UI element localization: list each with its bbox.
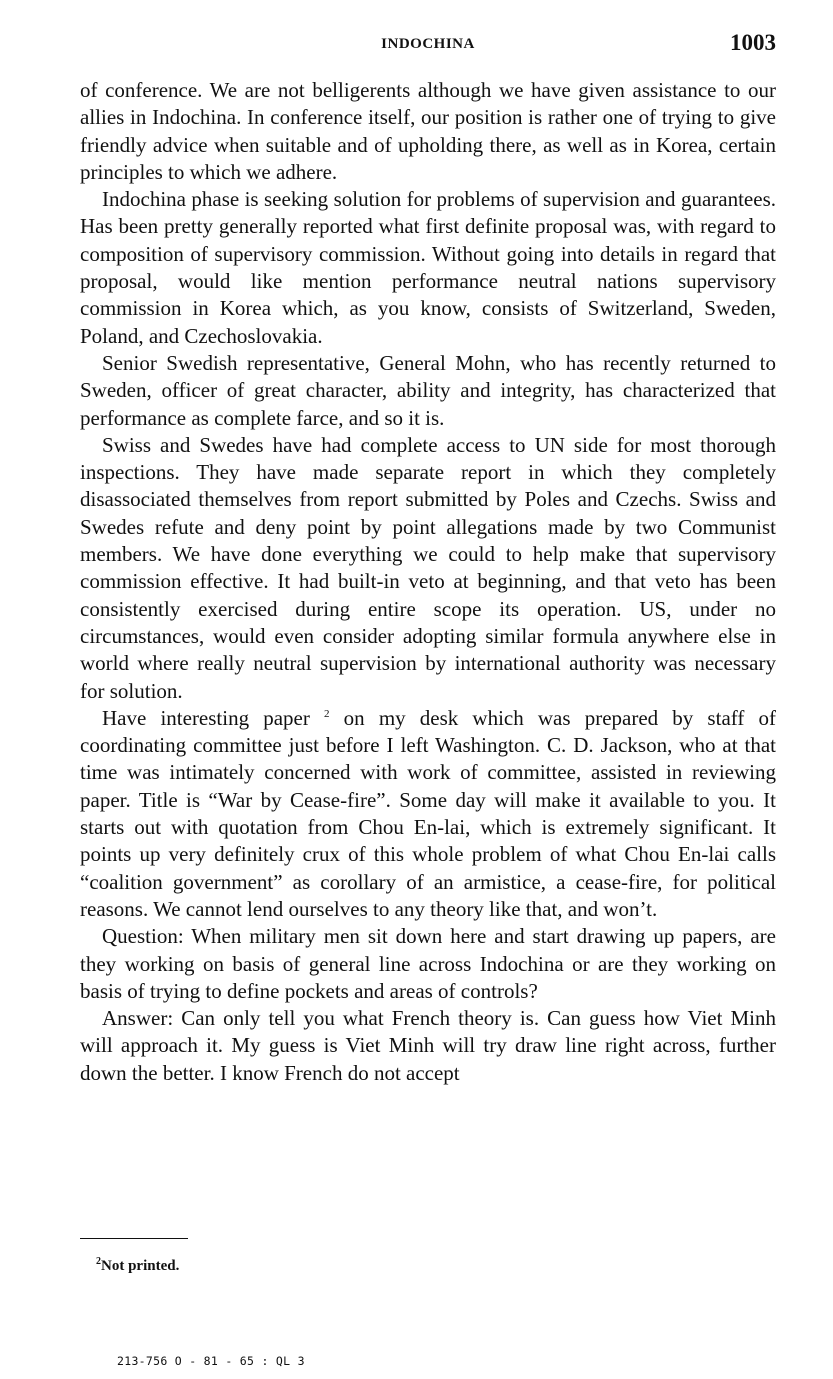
paragraph: Answer: Can only tell you what French theory is. Can guess how Viet Minh will approach it. My guess is Viet Minh will try draw line right across, further down the better. I know French do not accept [80,1006,776,1085]
footnote-reference: 2 [324,707,330,720]
footnote-rule [80,1238,188,1239]
printer-code: 213-756 O - 81 - 65 : QL 3 [117,1354,305,1368]
paragraph: Senior Swedish representative, General Mohn, who has recently returned to Sweden, officer of great character, ability and integrity, has characterized that performance as complete farce, and so it is. [80,350,776,430]
footnote-text: Not printed. [101,1258,180,1274]
paragraph: of conference. We are not belligerents although we have given assistance to our allies in Indochina. In conference itself, our position is rather one of trying to give friendly advice when suitable and of upholding there, as well as in Korea, certain principles to which we adhere. [80,78,776,184]
paragraph-text: on my desk which was prepared by staff of coordinating committee just before I left Washington. C. D. Jackson, who at that time was intimately concerned with work of committee, assisted in reviewing paper. Title is “War by Cease-fire”. Some day will make it available to you. It starts out with quotation from Chou En-lai, which is extremely significant. It points up very definitely crux of this whole problem of what Chou En-lai calls “coalition government” as corollary of an armistice, a cease-fire, for political reasons. We cannot lend ourselves to any theory like that, and won’t. [80,705,777,921]
paragraph: Swiss and Swedes have had complete access to UN side for most thorough inspections. They have made separate report in which they completely disassociated themselves from report submitted by Poles and Czechs. Swiss and Swedes refute and deny point by point allegations made by two Communist members. We have done everything we could to help make that supervisory commission effective. It had built-in veto at beginning, and that veto has been consistently exercised during entire scope its operation. US, under no circumstances, would even consider adopting similar formula anywhere else in world where really neutral supervision by international authority was necessary for solution. [80,432,776,703]
page-header [80,30,776,60]
page-number: 1003 [730,30,776,55]
paragraph: Indochina phase is seeking solution for problems of supervision and guarantees. Has been pretty generally reported what first definite proposal was, with regard to composition of supervisory commission. Without going into details in regard that proposal, would like mention performance neutral nations supervisory commission in Korea which, as you know, consists of Switzerland, Sweden, Poland, and Czechoslovakia. [80,187,776,348]
footnote [96,1256,179,1275]
paragraph-text: Have interesting paper [102,705,310,730]
paragraph [80,705,776,923]
footnote-marker: 2 [96,1256,101,1267]
body-text [80,77,776,1087]
paragraph: Question: When military men sit down here and start drawing up papers, are they working on basis of general line across Indochina or are they working on basis of trying to define pockets and areas of controls? [80,924,776,1003]
running-head: INDOCHINA [381,36,475,52]
